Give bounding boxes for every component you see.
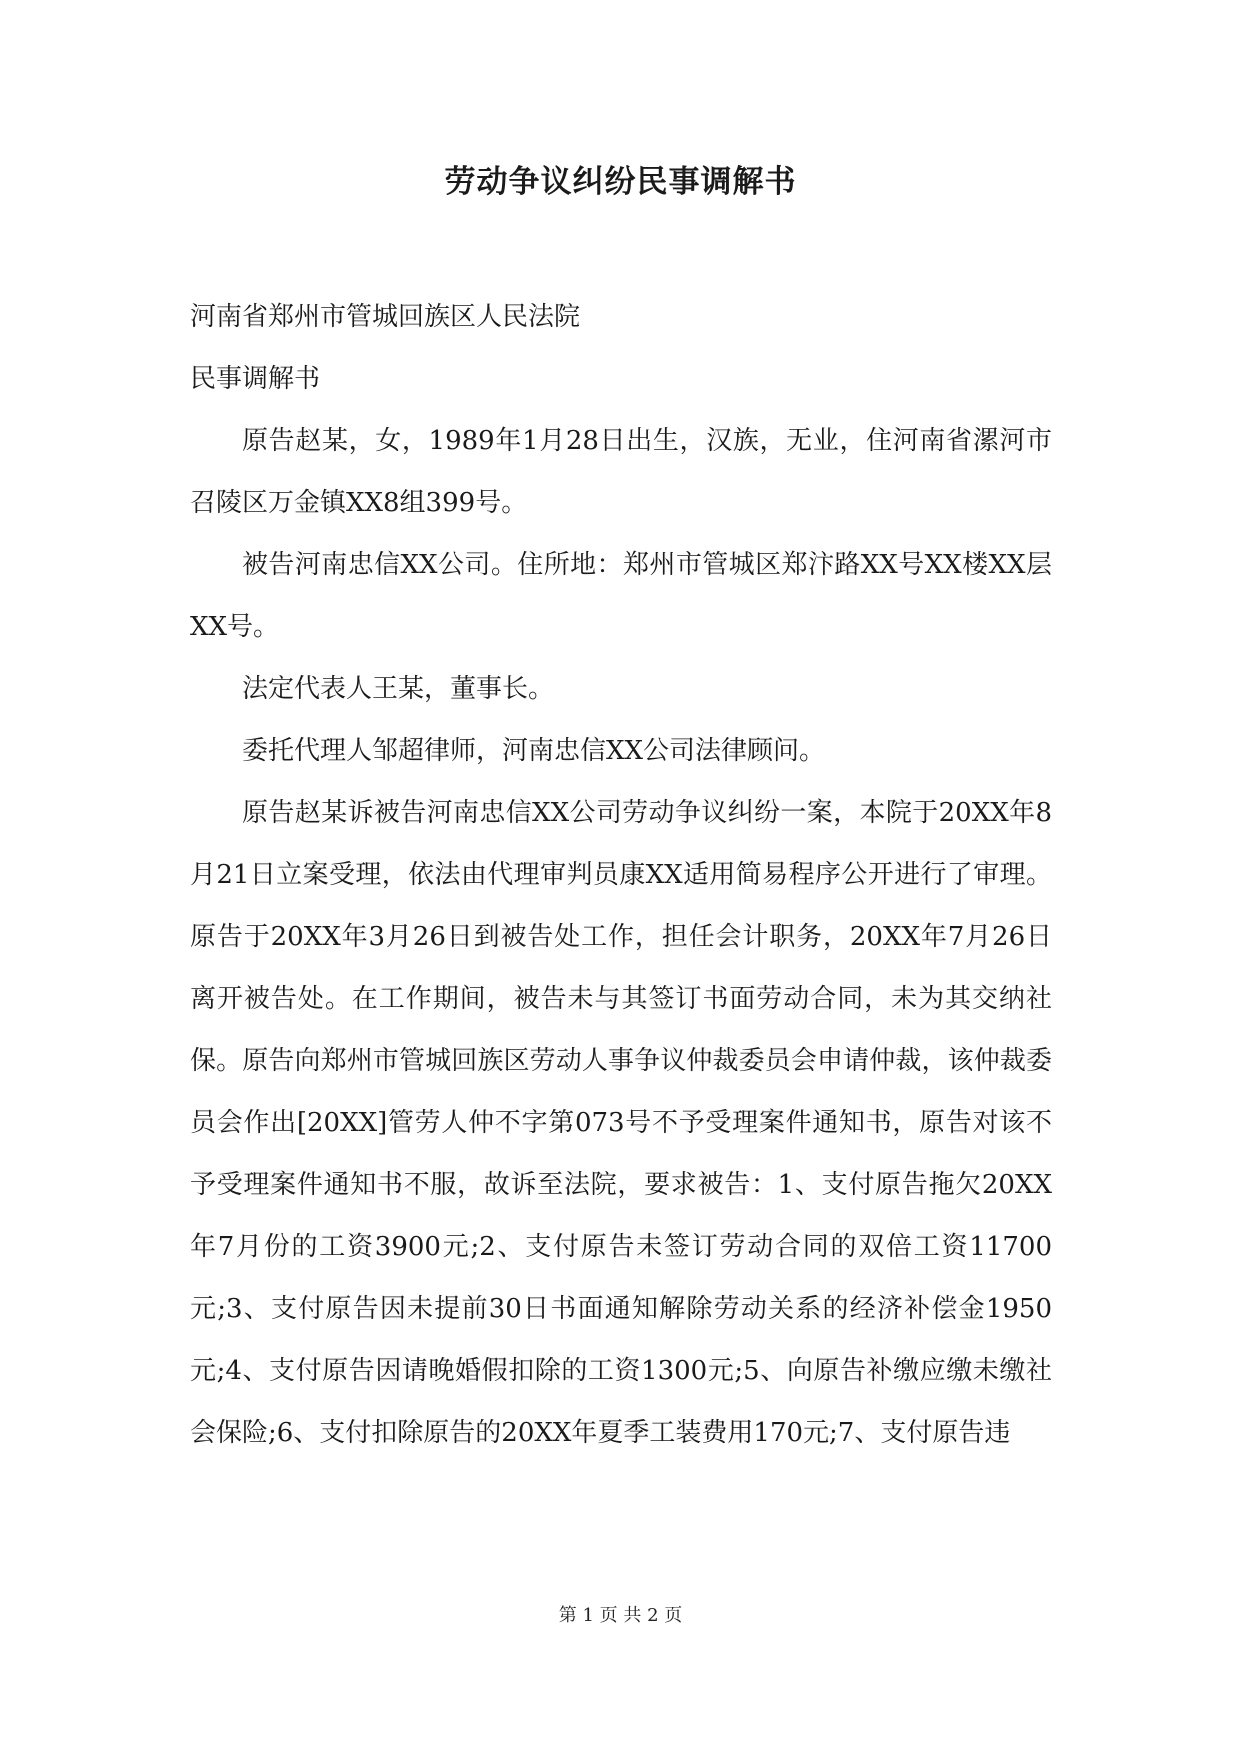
plaintiff-paragraph: 原告赵某，女，1989年1月28日出生，汉族，无业，住河南省漯河市召陵区万金镇XX8组399号。 xyxy=(190,426,1052,518)
agent-paragraph: 委托代理人邹超律师，河南忠信XX公司法律顾问。 xyxy=(242,736,826,766)
legal-representative-paragraph: 法定代表人王某，董事长。 xyxy=(242,674,555,704)
document-type: 民事调解书 xyxy=(190,364,321,394)
document-body xyxy=(190,286,1052,1464)
page-indicator: 第 1 页 共 2 页 xyxy=(558,1605,683,1626)
case-facts-paragraph: 原告赵某诉被告河南忠信XX公司劳动争议纠纷一案，本院于20XX年8月21日立案受理，依法由代理审判员康XX适用简易程序公开进行了审理。原告于20XX年3月26日到被告处工作，担任会计职务，20XX年7月26日离开被告处。在工作期间，被告未与其签订书面劳动合同，未为其交纳社保。原告向郑州市管城回族区劳动人事争议仲裁委员会申请仲裁，该仲裁委员会作出[20XX]管劳人仲不字第073号不予受理案件通知书，原告对该不予受理案件通知书不服，故诉至法院，要求被告：1、支付原告拖欠20XX年7月份的工资3900元;2、支付原告未签订劳动合同的双倍工资11700元;3、支付原告因未提前30日书面通知解除劳动关系的经济补偿金1950元;4、支付原告因请晚婚假扣除的工资1300元;5、向原告补缴应缴未缴社会保险;6、支付扣除原告的20XX年夏季工装费用170元;7、支付原告违 xyxy=(190,798,1052,1448)
defendant-paragraph: 被告河南忠信XX公司。住所地：郑州市管城区郑汴路XX号XX楼XX层XX号。 xyxy=(190,550,1052,642)
document-title: 劳动争议纠纷民事调解书 xyxy=(444,164,797,200)
court-name: 河南省郑州市管城回族区人民法院 xyxy=(190,302,581,332)
